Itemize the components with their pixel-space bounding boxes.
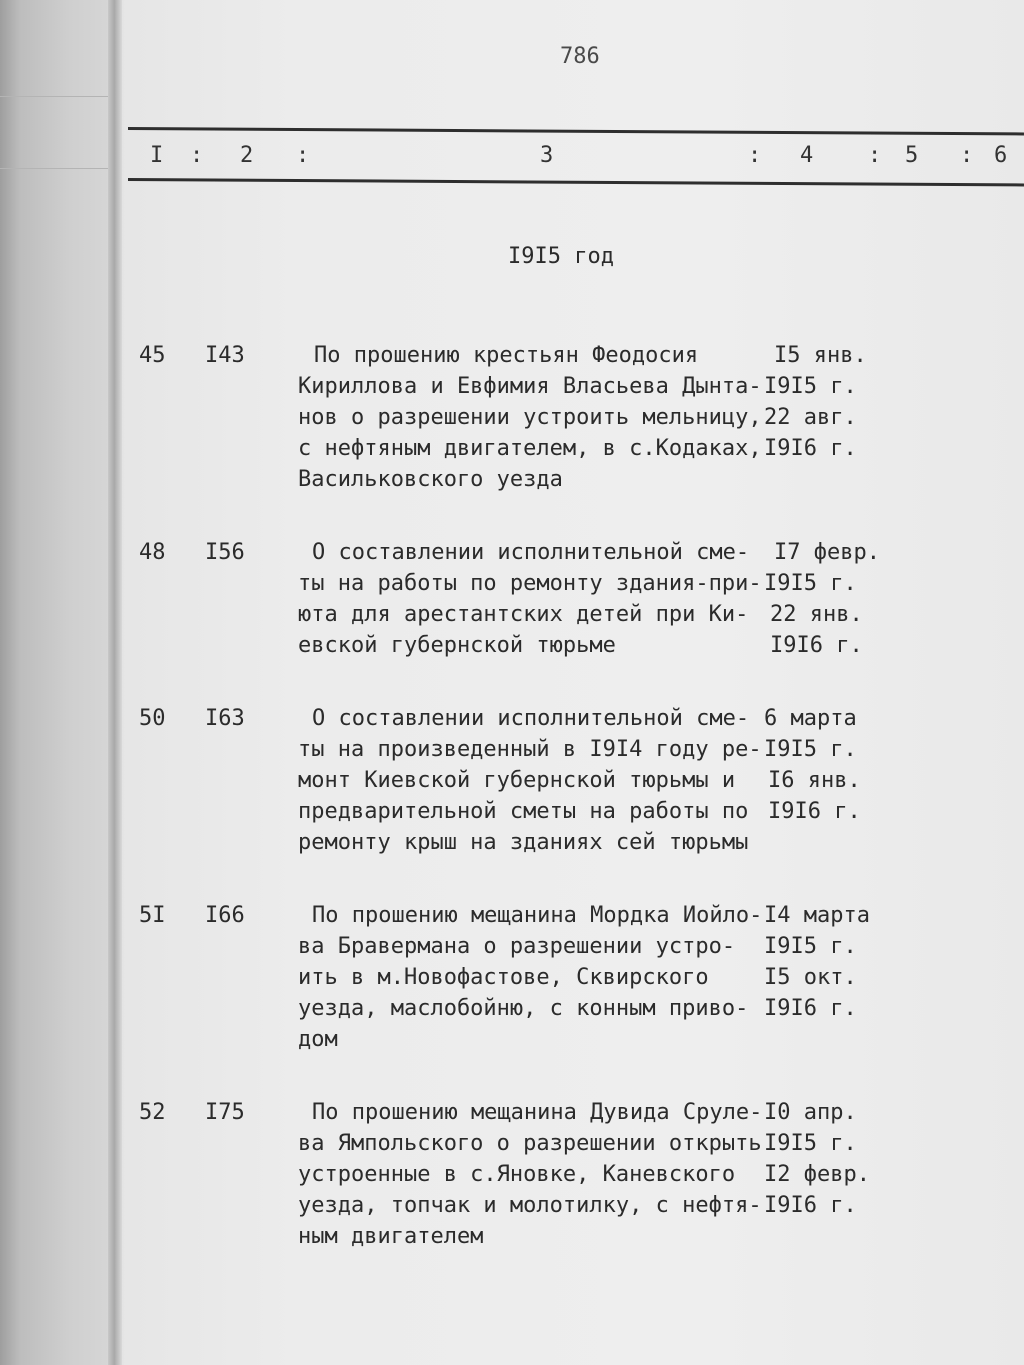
description-line: По прошению крестьян Феодосия bbox=[314, 343, 699, 368]
description-line: ты на произведенный в I9I4 году ре- bbox=[298, 737, 762, 762]
description-line: устроенные в с.Яновке, Каневского bbox=[298, 1162, 736, 1187]
description-line: дом bbox=[298, 1027, 338, 1052]
row-reference: I66 bbox=[205, 903, 245, 928]
description-line: Васильковского уезда bbox=[298, 467, 563, 492]
date-line: I9I6 г. bbox=[764, 996, 857, 1021]
facing-page-rule bbox=[0, 96, 108, 97]
row-reference: I75 bbox=[205, 1100, 245, 1125]
row-dates bbox=[764, 1097, 884, 1221]
page-number: 786 bbox=[560, 44, 600, 69]
date-line: I5 окт. bbox=[764, 965, 857, 990]
date-line: I0 апр. bbox=[764, 1100, 857, 1125]
column-separator: : bbox=[960, 143, 974, 168]
description-line: евской губернской тюрьме bbox=[298, 633, 616, 658]
row-dates bbox=[764, 340, 884, 464]
row-description bbox=[298, 900, 768, 1055]
row-dates bbox=[764, 703, 884, 827]
description-line: уезда, топчак и молотилку, с нефтя- bbox=[298, 1193, 762, 1218]
header-rule-bottom bbox=[128, 178, 1024, 186]
row-description bbox=[298, 703, 768, 858]
date-line: I5 янв. bbox=[774, 343, 867, 368]
date-line: I9I5 г. bbox=[764, 934, 857, 959]
column-separator: : bbox=[190, 143, 204, 168]
row-description bbox=[298, 537, 768, 661]
description-line: По прошению мещанина Дувида Сруле- bbox=[312, 1100, 763, 1125]
row-dates bbox=[764, 537, 884, 661]
description-line: ным двигателем bbox=[298, 1224, 484, 1249]
date-line: I9I6 г. bbox=[764, 1193, 857, 1218]
header-rule-top bbox=[128, 127, 1024, 135]
date-line: I2 февр. bbox=[764, 1162, 870, 1187]
row-description bbox=[298, 1097, 768, 1252]
row-description bbox=[298, 340, 768, 495]
date-line: I9I5 г. bbox=[764, 1131, 857, 1156]
date-line: I6 янв. bbox=[768, 768, 861, 793]
description-line: нов о разрешении устроить мельницу, bbox=[298, 405, 762, 430]
column-separator: : bbox=[868, 143, 882, 168]
description-line: ить в м.Новофастове, Сквирского bbox=[298, 965, 709, 990]
description-line: ты на работы по ремонту здания-при- bbox=[298, 571, 762, 596]
date-line: I9I6 г. bbox=[764, 436, 857, 461]
column-header-6: 6 bbox=[994, 143, 1008, 168]
facing-page-rule bbox=[0, 168, 108, 169]
column-separator: : bbox=[748, 143, 762, 168]
row-dates bbox=[764, 900, 884, 1024]
description-line: О составлении исполнительной сме- bbox=[312, 540, 750, 565]
column-header-3: 3 bbox=[540, 143, 554, 168]
date-line: 6 марта bbox=[764, 706, 857, 731]
date-line: 22 авг. bbox=[764, 405, 857, 430]
date-line: 22 янв. bbox=[770, 602, 863, 627]
date-line: I7 февр. bbox=[774, 540, 880, 565]
description-line: ва Бравермана о разрешении устро- bbox=[298, 934, 736, 959]
row-reference: I63 bbox=[205, 706, 245, 731]
book-spine bbox=[108, 0, 122, 1365]
row-number: 52 bbox=[139, 1100, 166, 1125]
row-number: 45 bbox=[139, 343, 166, 368]
description-line: По прошению мещанина Мордка Иойло- bbox=[312, 903, 763, 928]
row-reference: I56 bbox=[205, 540, 245, 565]
row-number: 48 bbox=[139, 540, 166, 565]
row-number: 50 bbox=[139, 706, 166, 731]
date-line: I9I5 г. bbox=[764, 737, 857, 762]
date-line: I9I5 г. bbox=[764, 571, 857, 596]
date-line: I9I6 г. bbox=[768, 799, 861, 824]
description-line: с нефтяным двигателем, в с.Кодаках, bbox=[298, 436, 762, 461]
description-line: ремонту крыш на зданиях сей тюрьмы bbox=[298, 830, 749, 855]
column-header-4: 4 bbox=[800, 143, 814, 168]
date-line: I4 марта bbox=[764, 903, 870, 928]
row-number: 5I bbox=[139, 903, 166, 928]
description-line: юта для арестантских детей при Ки- bbox=[298, 602, 749, 627]
description-line: монт Киевской губернской тюрьмы и bbox=[298, 768, 736, 793]
row-reference: I43 bbox=[205, 343, 245, 368]
date-line: I9I5 г. bbox=[764, 374, 857, 399]
date-line: I9I6 г. bbox=[770, 633, 863, 658]
column-header-5: 5 bbox=[905, 143, 919, 168]
column-header-1: I bbox=[150, 143, 164, 168]
description-line: предварительной сметы на работы по bbox=[298, 799, 749, 824]
description-line: ва Ямпольского о разрешении открыть bbox=[298, 1131, 762, 1156]
column-separator: : bbox=[296, 143, 310, 168]
column-header-2: 2 bbox=[240, 143, 254, 168]
description-line: О составлении исполнительной сме- bbox=[312, 706, 750, 731]
year-heading: I9I5 год bbox=[508, 244, 614, 269]
description-line: уезда, маслобойню, с конным приво- bbox=[298, 996, 749, 1021]
description-line: Кириллова и Евфимия Власьева Дынта- bbox=[298, 374, 762, 399]
